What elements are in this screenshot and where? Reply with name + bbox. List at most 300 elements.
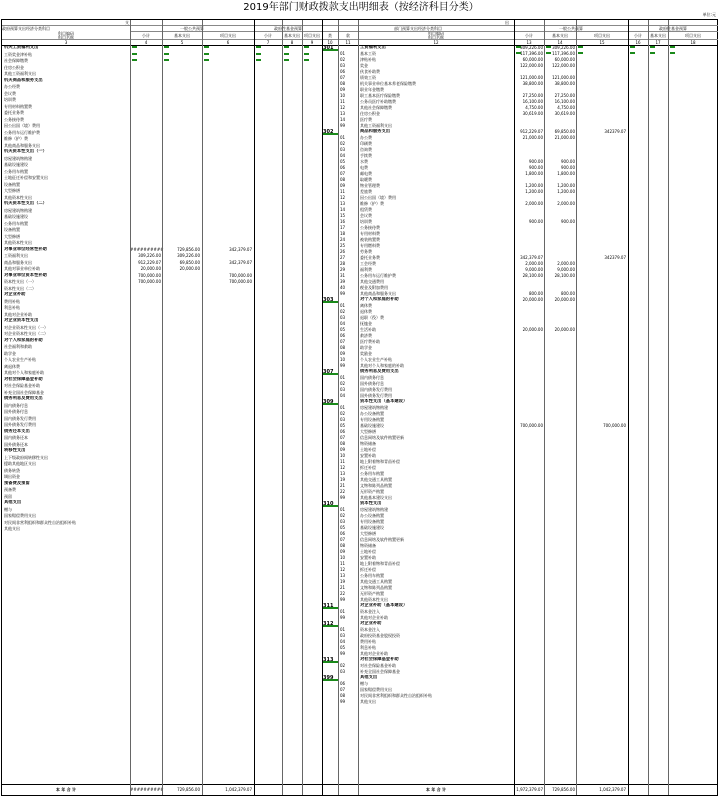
right-row-name: 咨询费: [360, 147, 372, 152]
left-row-name: 国外债务还本: [4, 441, 28, 447]
right-row-basic: 1,200.00: [557, 189, 575, 194]
left-row-subtotal: 309,226.00: [138, 253, 161, 258]
right-row-class: 303: [323, 297, 334, 303]
left-row-name: 设备购置: [4, 181, 20, 187]
left-row-name: 机关商品和服务支出: [4, 77, 43, 83]
right-row-name: 其他基本建设支出: [360, 495, 392, 500]
right-row-name: 资本金注入: [360, 609, 380, 614]
left-row-name: 会议费: [4, 90, 16, 96]
header-project: 项目支出: [220, 33, 236, 38]
right-row-item: 09: [340, 183, 346, 188]
right-row-name: 其他对企业补助: [360, 651, 388, 656]
cell-marker: [304, 59, 309, 61]
cell-marker: [630, 52, 635, 54]
right-row-name: 因公出国（境）费用: [360, 195, 396, 200]
right-row-item: 02: [340, 663, 346, 668]
right-row-name: 基础设施建设: [360, 525, 384, 530]
cell-marker: [256, 53, 261, 55]
right-row-basic: 28,100.00: [554, 273, 575, 278]
right-row-name: 奖金: [360, 63, 368, 68]
right-row-item: 16: [340, 219, 346, 224]
right-row-item: 01: [340, 51, 346, 56]
right-row-name: 国内债务付息: [360, 375, 384, 380]
right-row-item: 05: [340, 525, 346, 530]
right-row-name: 资本性支出（基本建设）: [360, 399, 408, 404]
right-row-basic: 2,000.00: [557, 261, 575, 266]
unit-label: 单位:元: [702, 12, 716, 17]
right-row-basic: 21,000.00: [554, 135, 575, 140]
right-row-item: 99: [340, 123, 346, 128]
footer-left-total-label: 本 年 合 计: [55, 787, 77, 792]
right-row-item: 99: [340, 495, 346, 500]
right-row-name: 会议费: [360, 213, 372, 218]
cell-marker: [132, 46, 137, 48]
column-number: 6: [226, 40, 230, 45]
right-row-name: 电费: [360, 165, 368, 170]
left-row-name: 工资奖金津补贴: [4, 51, 32, 57]
left-row-name: 其他工资福利支出: [4, 71, 36, 76]
right-row-name: 其他资本性支出: [360, 597, 388, 602]
left-row-name: 费用补贴: [4, 298, 20, 304]
right-row-item: 03: [340, 669, 346, 674]
left-row-name: 调出资金: [4, 474, 20, 479]
right-row-subtotal: 27,250.00: [522, 93, 543, 98]
footer-left-basic: 729,856.00: [177, 787, 200, 792]
right-row-item: 07: [340, 171, 346, 176]
right-row-subtotal: 900.00: [529, 165, 543, 170]
cell-marker: [284, 59, 289, 61]
right-row-name: 福利费: [360, 267, 372, 272]
right-row-item: 12: [340, 105, 346, 110]
right-row-item: 17: [340, 225, 346, 230]
right-row-name: 救济费: [360, 333, 372, 338]
left-row-name: 国外债务发行费用: [4, 422, 36, 427]
right-row-name: 其他支出: [360, 675, 378, 680]
right-row-item: 31: [340, 273, 346, 278]
right-row-item: 01: [340, 627, 346, 632]
right-row-item: 07: [340, 435, 346, 440]
left-row-name: 对企业补助: [4, 292, 26, 297]
cell-marker: [546, 52, 551, 54]
right-row-name: 补充全国社会保障基金: [360, 669, 400, 674]
right-row-basic: 4,750.00: [557, 105, 575, 110]
right-row-item: 06: [340, 333, 346, 338]
header-expenditure: 支: [125, 20, 129, 25]
left-row-subtotal: 20,000.00: [140, 266, 161, 271]
right-row-name: 资本性支出: [360, 501, 382, 506]
column-number: 9: [310, 40, 314, 45]
right-row-item: 21: [340, 585, 346, 590]
right-row-name: 抚恤金: [360, 321, 372, 326]
right-row-class: 311: [323, 603, 334, 609]
right-row-item: 05: [340, 327, 346, 332]
left-row-name: 国内债务还本: [4, 435, 28, 440]
right-row-item: 11: [340, 459, 346, 464]
right-row-subtotal: 1,200.00: [525, 189, 543, 194]
right-row-name: 基本工资: [360, 51, 376, 56]
right-row-basic: 900.00: [561, 219, 575, 224]
right-row-name: 维修（护）费: [360, 201, 384, 206]
right-row-item: 09: [340, 447, 346, 452]
left-row-name: 社会保障缴费: [4, 58, 28, 63]
right-row-subtotal: 28,100.00: [522, 273, 543, 278]
right-row-basic: 69,850.00: [554, 129, 575, 134]
left-row-name: 对事业单位资本性补助: [4, 272, 47, 278]
left-row-name: 公务用车运行维护费: [4, 129, 40, 135]
cell-marker: [284, 53, 289, 55]
left-row-name: 赠与: [4, 506, 12, 512]
right-row-name: 机关事业单位基本养老保险缴费: [360, 81, 416, 86]
right-row-name: 房屋建筑物购建: [360, 507, 388, 512]
right-row-name: 办公设备购置: [360, 513, 384, 518]
right-row-item: 09: [340, 549, 346, 554]
right-row-name: 办公设备购置: [360, 411, 384, 416]
left-row-name: 国内债务付息: [4, 402, 28, 408]
column-divider: [358, 20, 359, 795]
right-row-subtotal: 700,000.00: [520, 423, 543, 428]
right-row-subtotal: 21,000.00: [522, 135, 543, 140]
right-row-item: 02: [340, 309, 346, 314]
right-row-name: 税金及附加费用: [360, 285, 388, 290]
column-divider: [648, 20, 649, 795]
left-row-name: 补充全国社会保障基金: [4, 389, 44, 395]
right-row-name: 水费: [360, 159, 368, 164]
right-row-item: 09: [340, 351, 346, 356]
right-row-subtotal: 60,000.00: [522, 57, 543, 62]
left-row-name: 对企业资本性支出: [4, 318, 39, 323]
right-row-name: 利息补贴: [360, 645, 376, 650]
cell-marker: [204, 46, 209, 48]
right-row-name: 个人农业生产补贴: [360, 357, 392, 362]
right-row-subtotal: 900.00: [529, 159, 543, 164]
right-row-item: 04: [340, 153, 346, 158]
left-row-name: 机关工资福利支出: [4, 45, 39, 50]
right-row-name: 资本金注入: [360, 627, 380, 632]
left-row-name: 房屋建筑物购建: [4, 155, 32, 161]
right-row-class: 313: [323, 657, 334, 663]
cell-marker: [204, 53, 209, 55]
right-row-item: 11: [340, 189, 346, 194]
right-row-item: 02: [340, 381, 346, 386]
right-row-name: 其他交通工具购置: [360, 477, 392, 482]
right-row-item: 27: [340, 255, 346, 260]
left-row-name: 其他对事业单位补助: [4, 266, 40, 271]
right-row-item: 22: [340, 489, 346, 494]
right-row-basic: 30,619.00: [554, 111, 575, 116]
left-row-name: 大型修缮: [4, 188, 20, 193]
right-row-name: 安置补助: [360, 555, 376, 560]
left-row-name: 国外债务付息: [4, 409, 28, 414]
column-divider: [130, 20, 131, 795]
cell-marker: [132, 59, 137, 61]
column-number: 12: [433, 40, 439, 45]
left-row-name: 对企业资本性支出（二）: [4, 331, 48, 336]
right-row-basic: 117,396.00: [552, 51, 575, 56]
right-row-name: 其他支出: [360, 699, 376, 704]
right-row-item: 99: [340, 651, 346, 656]
right-row-item: 10: [340, 93, 346, 98]
footer-right-subtotal: 1,972,379.07: [516, 787, 543, 792]
right-row-name: 医疗费: [360, 117, 372, 122]
right-row-name: 专用设备购置: [360, 417, 384, 422]
right-row-basic: 20,000.00: [554, 327, 575, 332]
right-row-class: 302: [323, 129, 334, 135]
right-row-item: 04: [340, 321, 346, 326]
right-row-item: 08: [340, 543, 346, 548]
column-divider: [282, 20, 283, 795]
right-row-item: 10: [340, 555, 346, 560]
right-row-item: 13: [340, 573, 346, 578]
right-row-basic: 20,000.00: [554, 297, 575, 302]
header-gf-project-right: 项目支出: [685, 33, 701, 38]
right-row-name: 公务用车购置: [360, 573, 384, 578]
left-row-basic: 69,850.00: [179, 259, 200, 265]
right-row-item: 39: [340, 279, 346, 284]
right-row-subtotal: 20,000.00: [522, 327, 543, 332]
left-row-name: 对事业单位经常性补助: [4, 246, 47, 252]
right-row-item: 03: [340, 387, 346, 392]
cell-marker: [546, 46, 551, 48]
right-row-item: 06: [340, 69, 346, 74]
right-row-name: 其他对企业补助: [360, 615, 388, 620]
right-row-item: 08: [340, 81, 346, 86]
right-row-item: 01: [340, 375, 346, 380]
right-row-item: 07: [340, 339, 346, 344]
header-project-right: 项目支出: [594, 33, 610, 38]
right-row-item: 01: [340, 609, 346, 614]
column-divider: [322, 20, 323, 795]
cell-marker: [284, 46, 289, 48]
right-row-name: 津贴补贴: [360, 57, 376, 62]
left-row-name: 援助其他地区支出: [4, 461, 36, 466]
left-row-name: 对个人和家庭的补助: [4, 337, 43, 343]
cell-marker: [304, 46, 309, 48]
right-row-subtotal: 121,000.00: [520, 75, 543, 80]
left-row-name: 机关资本性支出（一）: [4, 149, 47, 154]
left-row-name: 转移性支出: [4, 448, 26, 453]
right-row-item: 03: [340, 147, 346, 152]
left-row-name: 设备购置: [4, 227, 20, 232]
cell-marker: [256, 46, 261, 48]
column-divider: [254, 20, 255, 795]
right-row-item: 08: [340, 441, 346, 446]
right-row-item: 25: [340, 243, 346, 248]
left-row-name: 债务利息及费用支出: [4, 396, 43, 401]
right-row-item: 15: [340, 213, 346, 218]
right-row-name: 取暖费: [360, 177, 372, 182]
right-row-basic: 1,800.00: [557, 171, 575, 176]
header-subtotal: 小计: [142, 33, 150, 38]
header-class: 类: [328, 33, 332, 38]
right-row-item: 99: [340, 597, 346, 602]
header-code-right: 科目编码: [428, 31, 444, 36]
right-row-subtotal: 309,226.00: [520, 45, 543, 50]
right-row-name: 离休费: [360, 303, 372, 308]
right-row-subtotal: 800.00: [529, 291, 543, 296]
right-row-basic: 900.00: [561, 159, 575, 164]
header-item: 款: [346, 33, 350, 38]
column-number: 4: [144, 40, 148, 45]
right-row-item: 07: [340, 75, 346, 80]
right-row-name: 伙食补助费: [360, 69, 380, 74]
left-row-subtotal: 912,229.07: [138, 259, 161, 265]
right-row-name: 商品和服务支出: [360, 129, 391, 134]
column-number: 17: [655, 40, 661, 45]
left-row-project: 700,000.00: [229, 279, 252, 284]
column-number: 13: [526, 40, 532, 45]
left-row-basic: 729,856.00: [177, 246, 200, 252]
left-row-name: 其他商品和服务支出: [4, 142, 40, 148]
right-row-name: 信息网络及软件购置更新: [360, 537, 404, 542]
right-row-subtotal: 900.00: [529, 219, 543, 224]
right-row-item: 11: [340, 561, 346, 566]
right-row-item: 29: [340, 267, 346, 272]
right-row-item: 05: [340, 159, 346, 164]
left-row-basic: 309,226.00: [177, 253, 200, 258]
right-row-name: 公务用车运行维护费: [360, 273, 396, 278]
right-row-subtotal: 16,100.00: [522, 99, 543, 104]
left-row-name: 其他资本性支出: [4, 240, 32, 245]
right-row-item: 04: [340, 393, 346, 398]
right-row-name: 其他对个人和家庭的补助: [360, 363, 404, 368]
header-gf-basic: 基本支出: [284, 33, 300, 38]
footer-right-project: 1,042,379.07: [599, 787, 626, 792]
right-row-item: 05: [340, 423, 346, 428]
header-basic: 基本支出: [174, 33, 190, 38]
right-row-item: 08: [340, 693, 346, 698]
header-gf-project: 项目支出: [304, 33, 320, 38]
right-row-name: 印刷费: [360, 141, 372, 146]
right-row-subtotal: 9,000.00: [525, 267, 543, 272]
right-row-item: 02: [340, 513, 346, 518]
right-row-item: 24: [340, 237, 346, 242]
right-row-item: 08: [340, 345, 346, 350]
cell-marker: [304, 53, 309, 55]
header-name: 科目名称: [58, 35, 74, 40]
right-row-name: 物资储备: [360, 441, 376, 446]
table-footer: [2, 784, 717, 795]
right-row-item: 01: [340, 405, 346, 410]
right-row-item: 19: [340, 579, 346, 584]
column-number: 14: [557, 40, 563, 45]
column-number: 10: [327, 40, 333, 45]
column-divider: [202, 20, 203, 795]
right-row-name: 国外债务发行费用: [360, 393, 392, 398]
header-basic-right: 基本支出: [552, 33, 568, 38]
right-row-name: 助学金: [360, 345, 372, 350]
column-divider: [162, 20, 163, 795]
left-row-name: 社会福利和救助: [4, 344, 32, 349]
header-gf-basic-right: 基本支出: [650, 33, 666, 38]
right-row-name: 退职（役）费: [360, 315, 384, 320]
right-row-class: 310: [323, 501, 334, 507]
right-row-item: 03: [340, 63, 346, 68]
column-number: 3: [64, 40, 68, 45]
right-row-item: 21: [340, 483, 346, 488]
right-row-subtotal: 30,619.00: [522, 111, 543, 116]
right-row-item: 12: [340, 567, 346, 572]
right-row-subtotal: 122,000.00: [520, 63, 543, 68]
right-row-name: 大型修缮: [360, 531, 376, 536]
right-row-name: 对社会保障基金补助: [360, 657, 399, 662]
right-row-class: 312: [323, 621, 334, 627]
report-title: 2019年部门财政拨款支出明细表（按经济科目分类）: [243, 2, 479, 13]
right-row-item: 14: [340, 117, 346, 122]
left-row-name: 其他对个人和家庭补助: [4, 370, 44, 375]
right-row-item: 05: [340, 645, 346, 650]
right-row-subtotal: 2,000.00: [525, 201, 543, 206]
right-row-basic: 27,250.00: [554, 93, 575, 98]
right-row-name: 奖励金: [360, 351, 372, 356]
column-divider: [544, 20, 545, 795]
left-row-subtotal: [130, 526, 161, 533]
right-row-item: 03: [340, 633, 346, 638]
right-row-name: 专用材料费: [360, 231, 380, 236]
right-row-basic: 121,000.00: [552, 75, 575, 80]
right-row-name: 职业年金缴费: [360, 87, 384, 92]
right-row-name: 费用补贴: [360, 639, 376, 644]
right-row-name: 物业管理费: [360, 183, 380, 188]
right-row-project: [576, 699, 626, 705]
right-row-item: 06: [340, 429, 346, 434]
header-gf-subtotal-right: 小计: [634, 33, 642, 38]
right-row-project: 342379.07: [604, 255, 626, 260]
left-row-name: 其他资本性支出: [4, 194, 32, 200]
cell-marker: [578, 46, 583, 48]
right-row-basic: 1,200.00: [557, 183, 575, 188]
right-row-basic: 900.00: [561, 165, 575, 170]
right-row-name: 信息网络及软件购置更新: [360, 435, 404, 440]
right-row-subtotal: 38,800.00: [522, 81, 543, 86]
header-gov-fund: 政府性基金预算: [274, 26, 302, 31]
cell-marker: [670, 46, 675, 48]
left-row-basic: [162, 526, 200, 533]
left-row-name: 工资福利支出: [4, 253, 28, 258]
left-row-name: 公务用车购置: [4, 168, 28, 174]
right-row-project: 700,000.00: [603, 423, 626, 428]
right-row-item: 26: [340, 249, 346, 254]
left-row-name: 预备费及预留: [4, 480, 30, 486]
header-general-budget: 一般公共预算: [180, 26, 204, 31]
left-row-name: 预留: [4, 493, 12, 499]
left-row-name: 个人农业生产补贴: [4, 357, 36, 362]
right-row-item: 02: [340, 411, 346, 416]
left-row-name: 公务用车购置: [4, 220, 28, 226]
right-row-item: 02: [340, 141, 346, 146]
left-row-name: 公务接待费: [4, 116, 24, 122]
right-row-name: 国内债务发行费用: [360, 387, 392, 392]
right-row-name: 对民间非营利组织和群众性自治组织补贴: [360, 693, 432, 698]
cell-marker: [630, 46, 635, 48]
right-row-name: 政府投资基金股权投资: [360, 633, 400, 638]
right-row-item: 10: [340, 453, 346, 458]
right-row-name: 其他工资福利支出: [360, 123, 392, 128]
right-row-item: 08: [340, 177, 346, 182]
expenditure-table: [1, 19, 718, 796]
right-row-item: 06: [340, 681, 346, 686]
cell-marker: [516, 46, 521, 48]
right-row-basic: 9,000.00: [557, 267, 575, 272]
right-row-subtotal: [514, 699, 543, 705]
left-row-name: 因公出国（境）费用: [4, 123, 40, 128]
left-row-name: 培训费: [4, 97, 16, 102]
right-row-subtotal: 912,229.07: [520, 129, 543, 134]
left-row-name: 国内债务发行费用: [4, 415, 36, 421]
right-row-item: 07: [340, 537, 346, 542]
cell-marker: [256, 59, 261, 61]
right-row-name: 赠与: [360, 681, 368, 686]
right-row-subtotal: 1,800.00: [525, 171, 543, 176]
